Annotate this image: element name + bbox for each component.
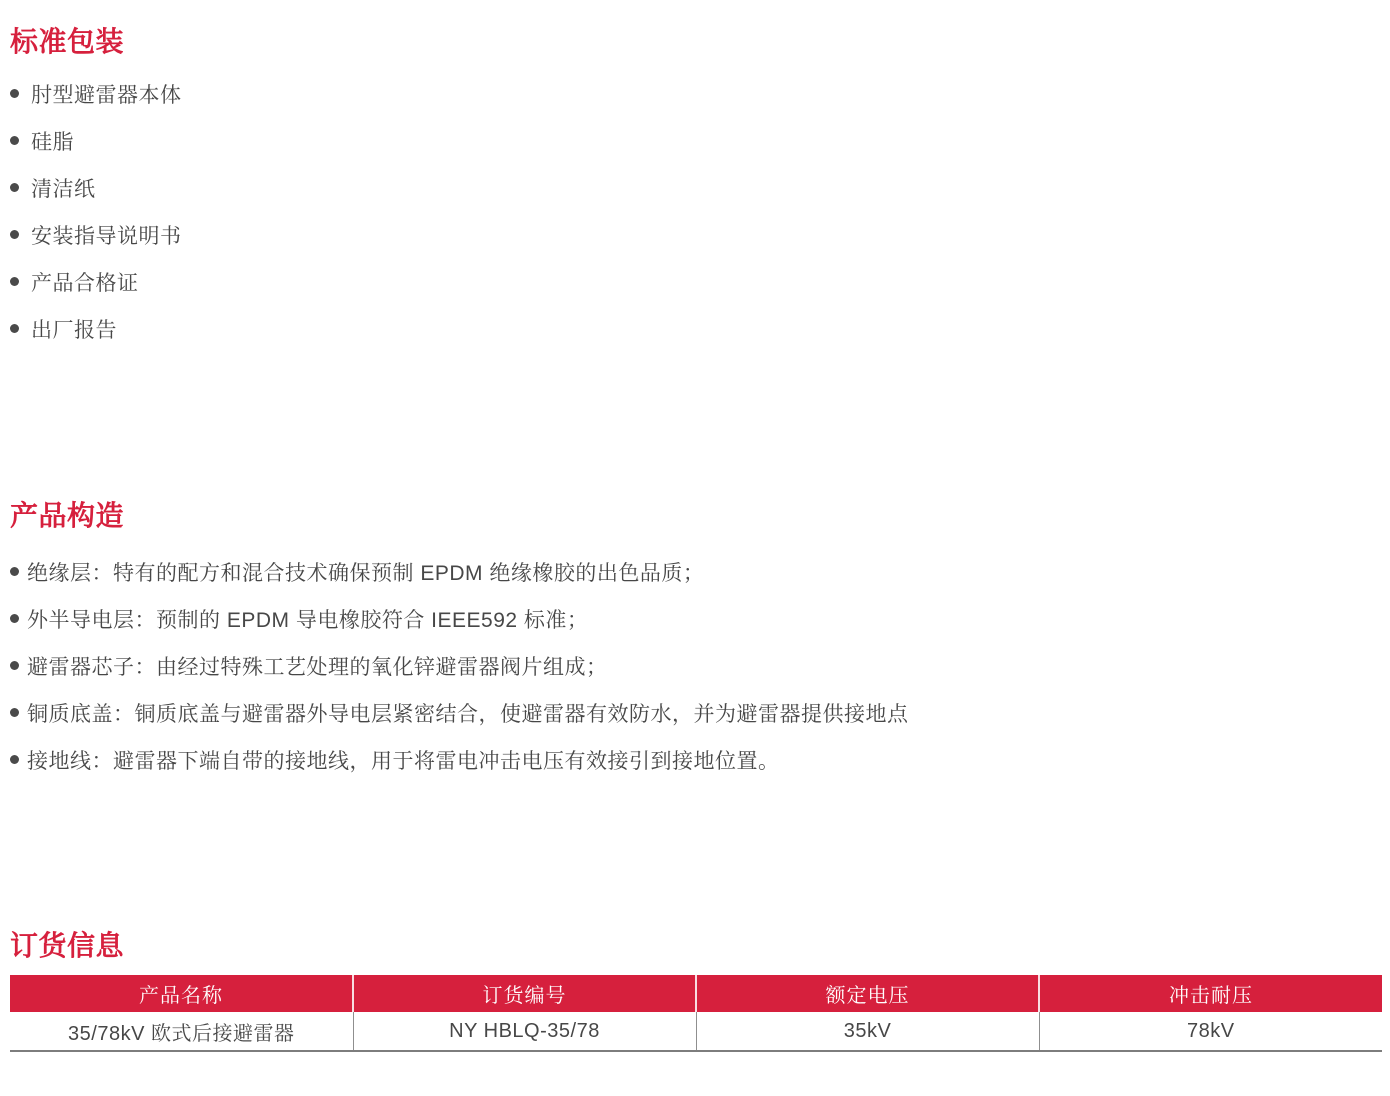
- bullet-icon: [10, 567, 19, 576]
- table-header-cell-impulse-withstand: 冲击耐压: [1039, 975, 1382, 1012]
- bullet-icon: [10, 183, 19, 192]
- packaging-list: [10, 70, 182, 352]
- list-item: [10, 258, 182, 305]
- list-item-label: 避雷器芯子：由经过特殊工艺处理的氧化锌避雷器阀片组成；: [27, 655, 608, 679]
- table-row: [10, 1012, 1382, 1051]
- list-item-label: 绝缘层：特有的配方和混合技术确保预制 EPDM 绝缘橡胶的出色品质；: [27, 561, 705, 585]
- table-header-cell-rated-voltage: 额定电压: [696, 975, 1039, 1012]
- list-item: [10, 117, 182, 164]
- table-header-row: [10, 975, 1382, 1012]
- table-cell-rated-voltage: 35kV: [696, 1012, 1039, 1051]
- list-item-label: 产品合格证: [31, 271, 139, 295]
- bullet-icon: [10, 89, 19, 98]
- list-item-label: 清洁纸: [31, 177, 96, 201]
- list-item-label: 安装指导说明书: [31, 224, 182, 248]
- construction-list: [10, 548, 909, 783]
- table-cell-product-name: 35/78kV 欧式后接避雷器: [10, 1012, 353, 1051]
- list-item-label: 铜质底盖：铜质底盖与避雷器外导电层紧密结合，使避雷器有效防水，并为避雷器提供接地点: [27, 702, 909, 726]
- list-item: [10, 736, 909, 783]
- construction-section-title: 产品构造: [10, 500, 125, 531]
- bullet-icon: [10, 136, 19, 145]
- table-header-cell-order-number: 订货编号: [353, 975, 696, 1012]
- list-item-label: 出厂报告: [31, 318, 117, 342]
- bullet-icon: [10, 755, 19, 764]
- bullet-icon: [10, 324, 19, 333]
- list-item: [10, 689, 909, 736]
- bullet-icon: [10, 230, 19, 239]
- list-item-label: 接地线：避雷器下端自带的接地线，用于将雷电冲击电压有效接引到接地位置。: [27, 749, 780, 773]
- packaging-section-title: 标准包装: [10, 26, 125, 57]
- list-item: [10, 548, 909, 595]
- list-item: [10, 305, 182, 352]
- list-item: [10, 595, 909, 642]
- list-item-label: 肘型避雷器本体: [31, 83, 182, 107]
- ordering-table: [10, 975, 1382, 1052]
- list-item-label: 硅脂: [31, 130, 74, 154]
- list-item-label: 外半导电层：预制的 EPDM 导电橡胶符合 IEEE592 标准；: [27, 608, 589, 632]
- bullet-icon: [10, 614, 19, 623]
- bullet-icon: [10, 277, 19, 286]
- list-item: [10, 211, 182, 258]
- table-cell-impulse-withstand: 78kV: [1039, 1012, 1382, 1051]
- table-cell-order-number: NY HBLQ-35/78: [353, 1012, 696, 1051]
- bullet-icon: [10, 708, 19, 717]
- list-item: [10, 164, 182, 211]
- table-header-cell-product-name: 产品名称: [10, 975, 353, 1012]
- ordering-section-title: 订货信息: [10, 930, 125, 961]
- bullet-icon: [10, 661, 19, 670]
- list-item: [10, 642, 909, 689]
- list-item: [10, 70, 182, 117]
